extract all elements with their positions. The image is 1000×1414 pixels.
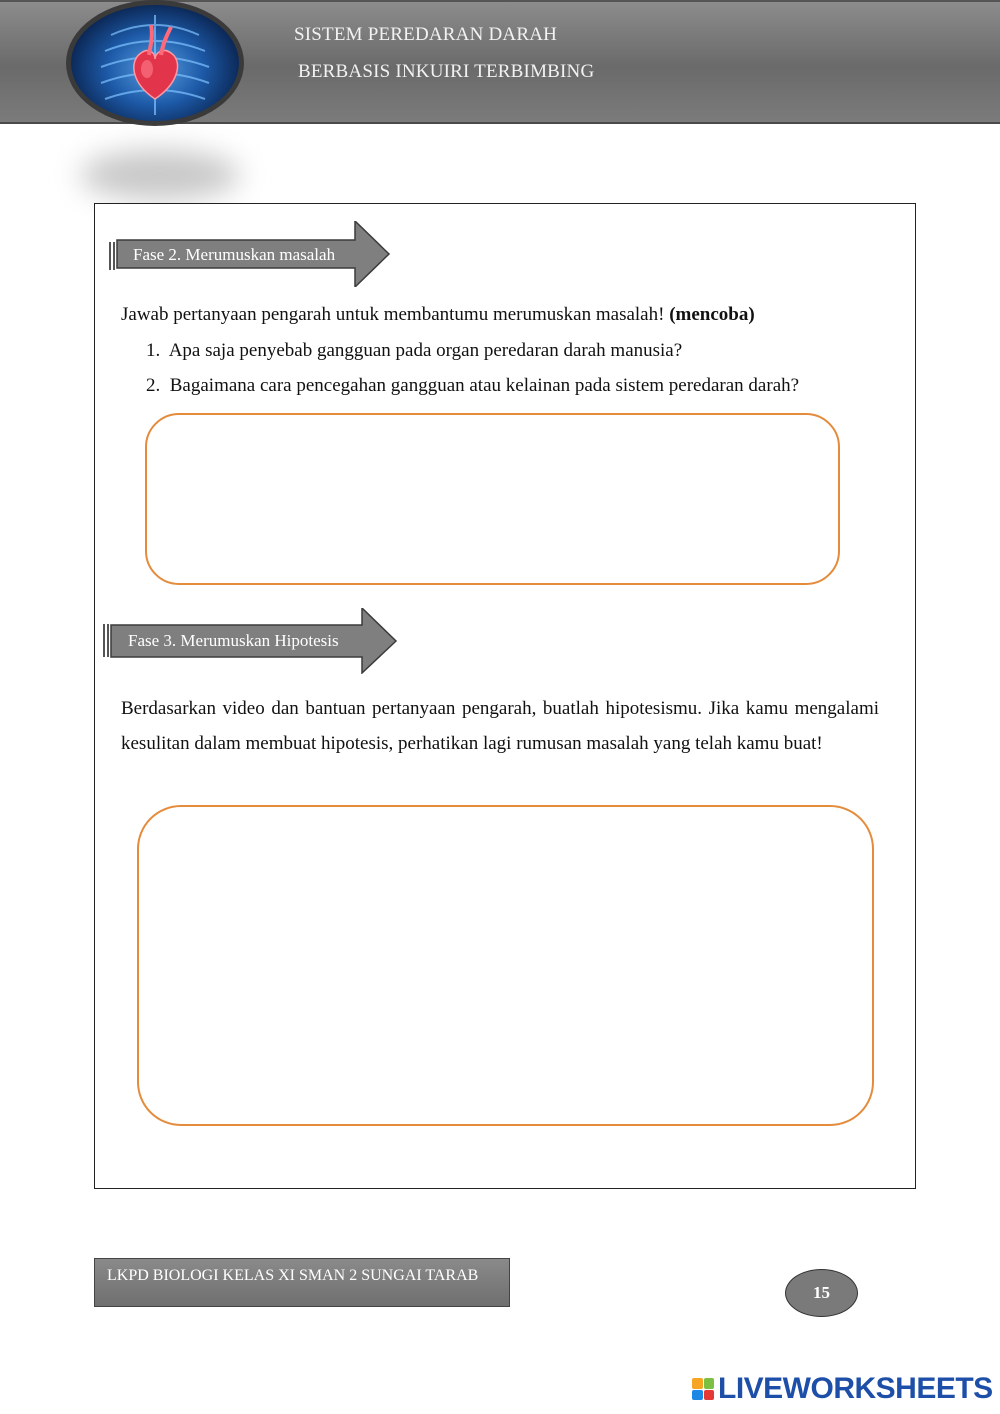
liveworksheets-wordmark: LIVEWORKSHEETS: [718, 1372, 993, 1405]
phase3-label: Fase 3. Merumuskan Hipotesis: [128, 631, 339, 650]
list-item: [146, 333, 799, 368]
phase2-instruction-emphasis: (mencoba): [669, 304, 755, 325]
footer-label-box: [94, 1258, 510, 1307]
page-header: [0, 0, 1000, 124]
question-text: Apa saja penyebab gangguan pada organ peredaran darah manusia?: [168, 340, 683, 361]
header-title: SISTEM PEREDARAN DARAH: [294, 24, 558, 45]
phase3-answer-field[interactable]: [137, 805, 874, 1126]
question-number: 1.: [146, 340, 161, 361]
decorative-shadow: [80, 150, 240, 200]
liveworksheets-logo: [692, 1373, 993, 1405]
question-text: Bagaimana cara pencegahan gangguan atau kelainan pada sistem peredaran darah?: [169, 375, 800, 396]
liveworksheets-icon: [692, 1378, 714, 1400]
footer-label: LKPD BIOLOGI KELAS XI SMAN 2 SUNGAI TARAB: [107, 1267, 479, 1284]
question-number: 2.: [146, 375, 161, 396]
header-subtitle: BERBASIS INKUIRI TERBIMBING: [298, 61, 595, 82]
phase2-banner: [109, 221, 391, 287]
phase2-answer-field[interactable]: [145, 413, 840, 585]
phase3-banner: [103, 608, 398, 674]
list-item: [146, 368, 799, 403]
heart-anatomy-icon: [66, 0, 244, 126]
page-number: 15: [785, 1269, 858, 1317]
phase2-label: Fase 2. Merumuskan masalah: [133, 245, 336, 264]
phase2-instruction-text: Jawab pertanyaan pengarah untuk membantumu merumuskan masalah!: [121, 304, 665, 325]
phase2-question-list: [146, 333, 799, 403]
phase3-instruction: Berdasarkan video dan bantuan pertanyaan pengarah, buatlah hipotesismu. Jika kamu mengalami kesulitan dalam membuat hipotesis, perhatikan lagi rumusan masalah yang telah kamu buat!: [121, 698, 879, 754]
phase2-instruction: [121, 297, 881, 332]
